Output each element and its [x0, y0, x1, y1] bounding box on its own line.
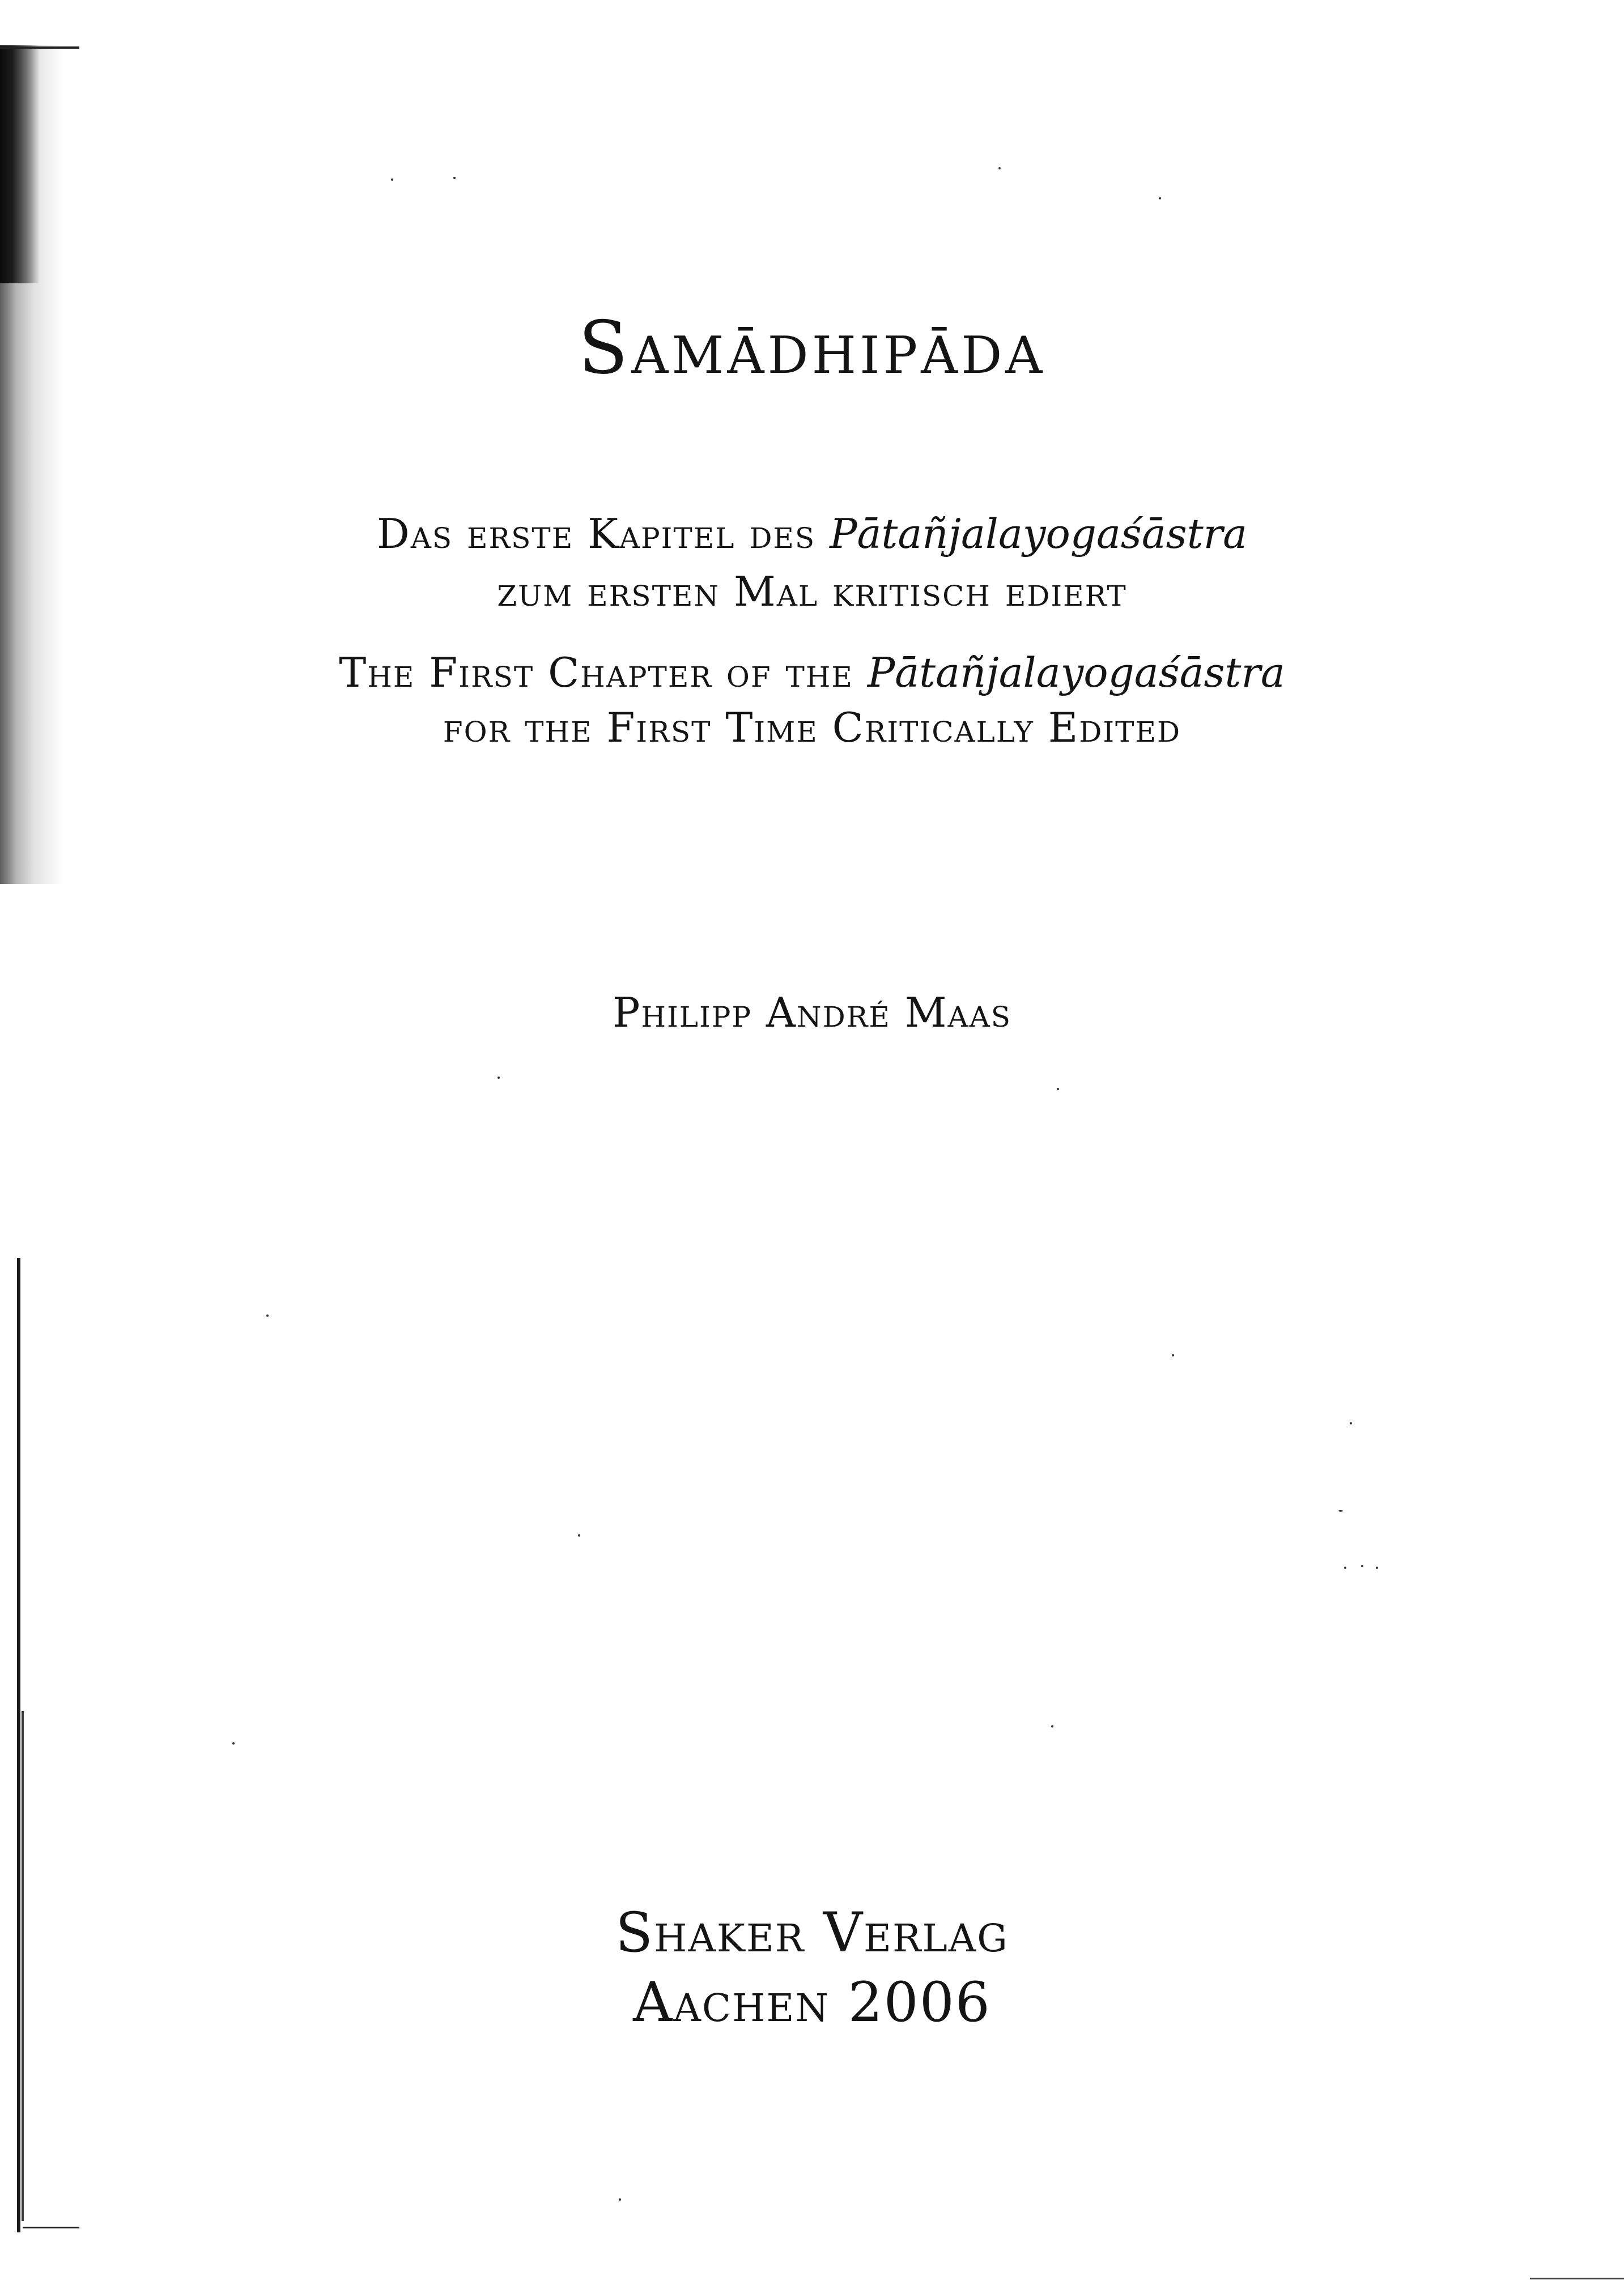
scan-speck — [1051, 1725, 1053, 1728]
scan-speck — [1344, 1567, 1346, 1569]
scan-speck — [1350, 1422, 1352, 1424]
german-subtitle-prefix: Das erste Kapitel des — [376, 510, 830, 558]
scan-speck — [266, 1314, 269, 1317]
scan-binding-line-secondary — [22, 1711, 24, 2221]
scan-speck — [1361, 1565, 1363, 1567]
scan-binding-line — [17, 1258, 20, 2232]
scan-speck — [619, 2198, 621, 2201]
scan-speck — [1376, 1567, 1378, 1569]
scan-page-bottom-edge — [1530, 2278, 1624, 2279]
book-title: Samādhipāda — [578, 306, 1046, 390]
scan-speck — [232, 1742, 235, 1745]
scan-top-edge-mark — [0, 46, 79, 49]
scan-speck — [391, 178, 393, 181]
english-subtitle-prefix: The First Chapter of the — [339, 649, 868, 696]
scan-speck — [498, 1077, 500, 1079]
english-subtitle-work-title: Pātañjalayogaśāstra — [867, 649, 1285, 696]
scan-speck — [578, 1534, 580, 1537]
scan-speck — [1057, 1088, 1059, 1090]
scan-speck — [453, 177, 456, 179]
german-subtitle-work-title: Pātañjalayogaśāstra — [830, 510, 1248, 558]
scan-gutter-shadow-dark — [0, 45, 40, 283]
german-subtitle-line-2: zum ersten Mal kritisch ediert — [497, 568, 1127, 615]
scan-speck — [1172, 1354, 1174, 1356]
english-subtitle-line-2: for the First Time Critically Edited — [443, 704, 1181, 751]
scan-speck — [1159, 197, 1161, 199]
english-subtitle-line-1 — [0, 649, 1624, 696]
scan-bottom-edge-mark — [23, 2227, 79, 2228]
publication-place-year: Aachen 2006 — [633, 1971, 991, 2034]
scan-speck — [1338, 1510, 1343, 1512]
publisher-name: Shaker Verlag — [615, 1901, 1009, 1964]
german-subtitle-line-1 — [0, 510, 1624, 558]
scan-speck — [998, 167, 1001, 169]
author-name: Philipp André Maas — [613, 989, 1011, 1036]
